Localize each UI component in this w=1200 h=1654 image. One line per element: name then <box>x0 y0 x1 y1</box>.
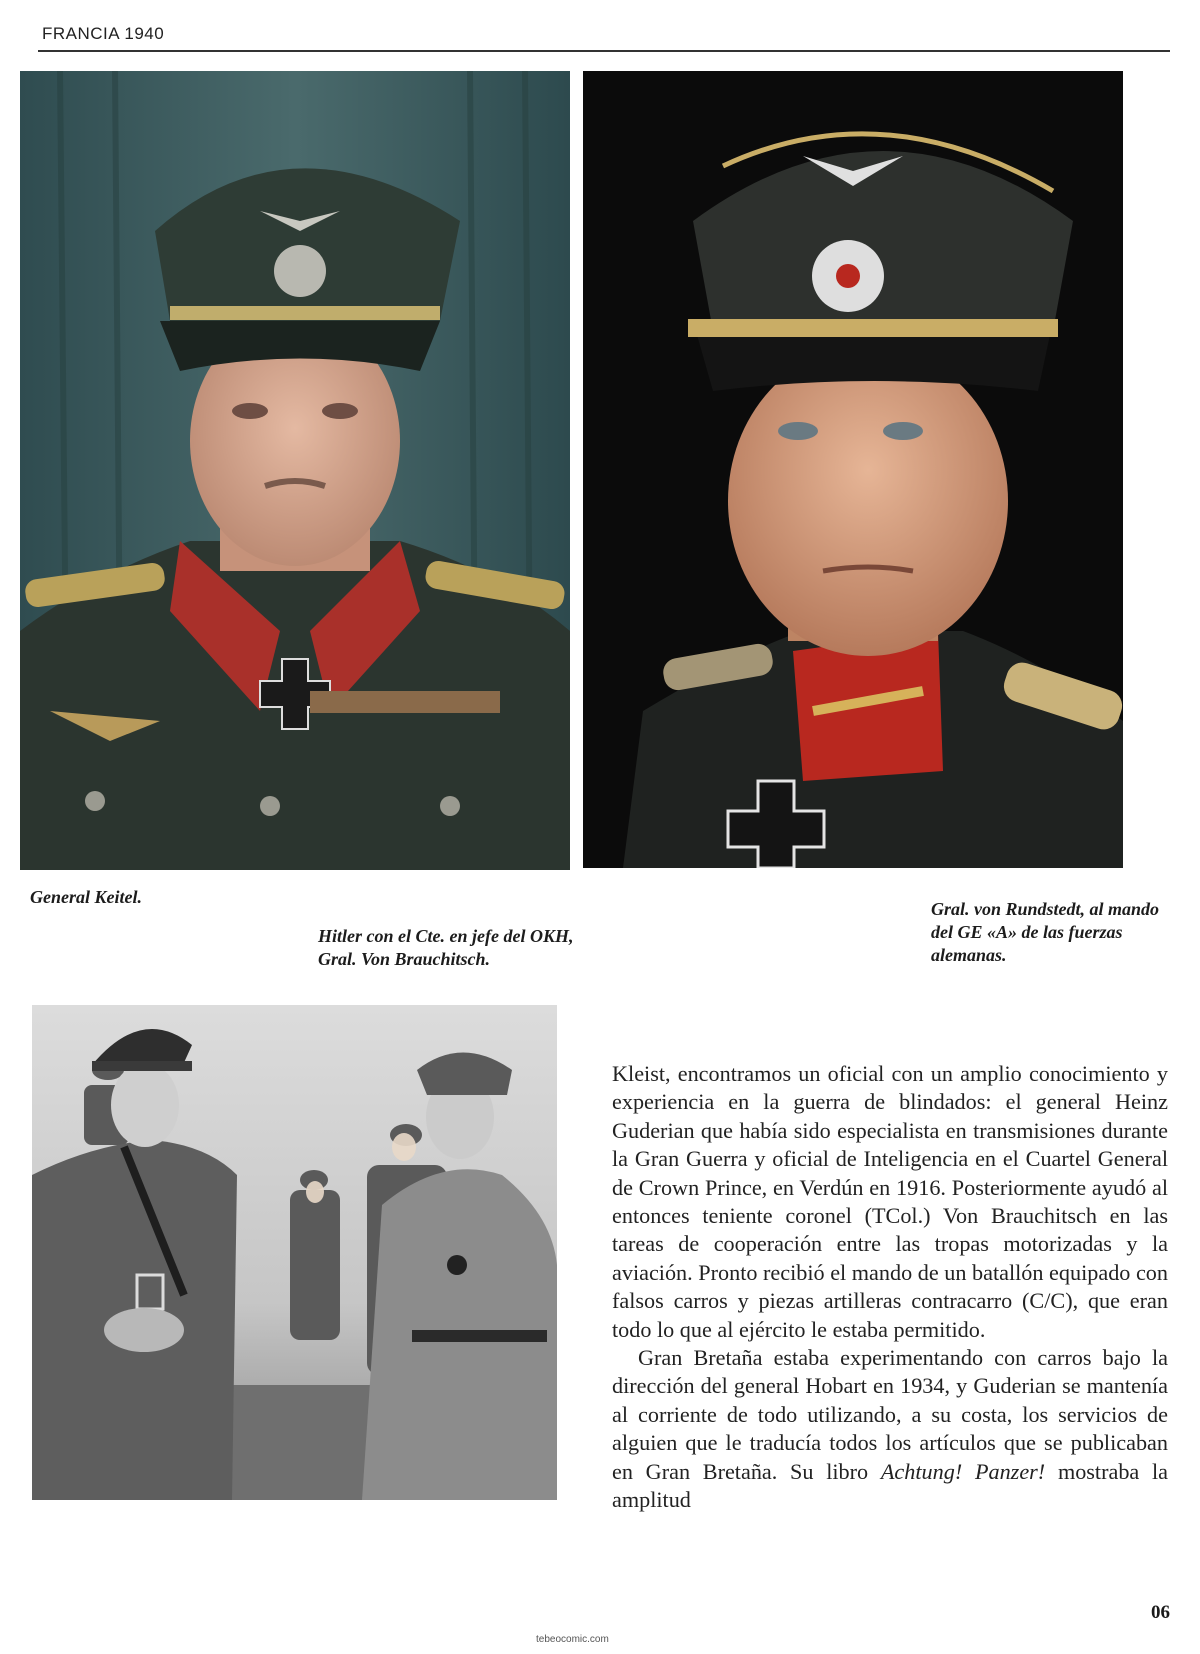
article-paragraph-2 <box>612 1344 1168 1514</box>
rundstedt-portrait-illustration <box>583 71 1123 868</box>
caption-general-keitel: General Keitel. <box>30 887 142 907</box>
book-title: Achtung! Panzer! <box>880 1458 1046 1484</box>
photo-general-keitel <box>20 71 570 870</box>
caption-general-rundstedt: Gral. von Rundstedt, al mando del GE «A» de las fuerzas alemanas. <box>931 899 1160 965</box>
paragraph-2-text-end: mostraba la amplitud <box>612 1458 1169 1513</box>
footer-credit: tebeocomic.com <box>536 1634 609 1645</box>
photo-hitler-brauchitsch <box>32 1005 557 1500</box>
photo-general-rundstedt <box>583 71 1123 868</box>
header-rule <box>38 50 1170 52</box>
caption-hitler-brauchitsch: Hitler con el Cte. en jefe del OKH, Gral. Von Brauchitsch. <box>318 926 574 969</box>
page-number: 06 <box>1151 1602 1170 1623</box>
running-header: FRANCIA 1940 <box>42 24 165 43</box>
keitel-portrait-illustration <box>20 71 570 870</box>
hitler-brauchitsch-illustration <box>32 1005 557 1500</box>
article-paragraph-1: Kleist, encontramos un oficial con un amplio conocimiento y experiencia en la guerra de blindados: el general Heinz Guderian que había sido especialista en transmisiones durante la Gran Guerra y oficial de Inteligencia en el Cuartel General de Crown Prince, en Verdún en 1916. Posteriormente ayudó al entonces teniente coronel (TCol.) Von Brauchitsch en las tareas de cooperación entre las tropas motorizadas y la aviación. Pronto recibió el mando de un batallón equipado con falsos carros y piezas artilleras contracarro (C/C), que eran todo lo que al ejército le estaba permitido. <box>612 1061 1168 1342</box>
paragraph-2-text-start: Gran Bretaña estaba experimentando con carros bajo la dirección del general Hobart en 1934, y Guderian se mantenía al corriente de todo utilizando, a su costa, los servicios de alguien que le traducía todos los artículos que se publicaban en Gran Bretaña. Su libro <box>612 1345 1168 1484</box>
article-body <box>612 1060 1168 1515</box>
